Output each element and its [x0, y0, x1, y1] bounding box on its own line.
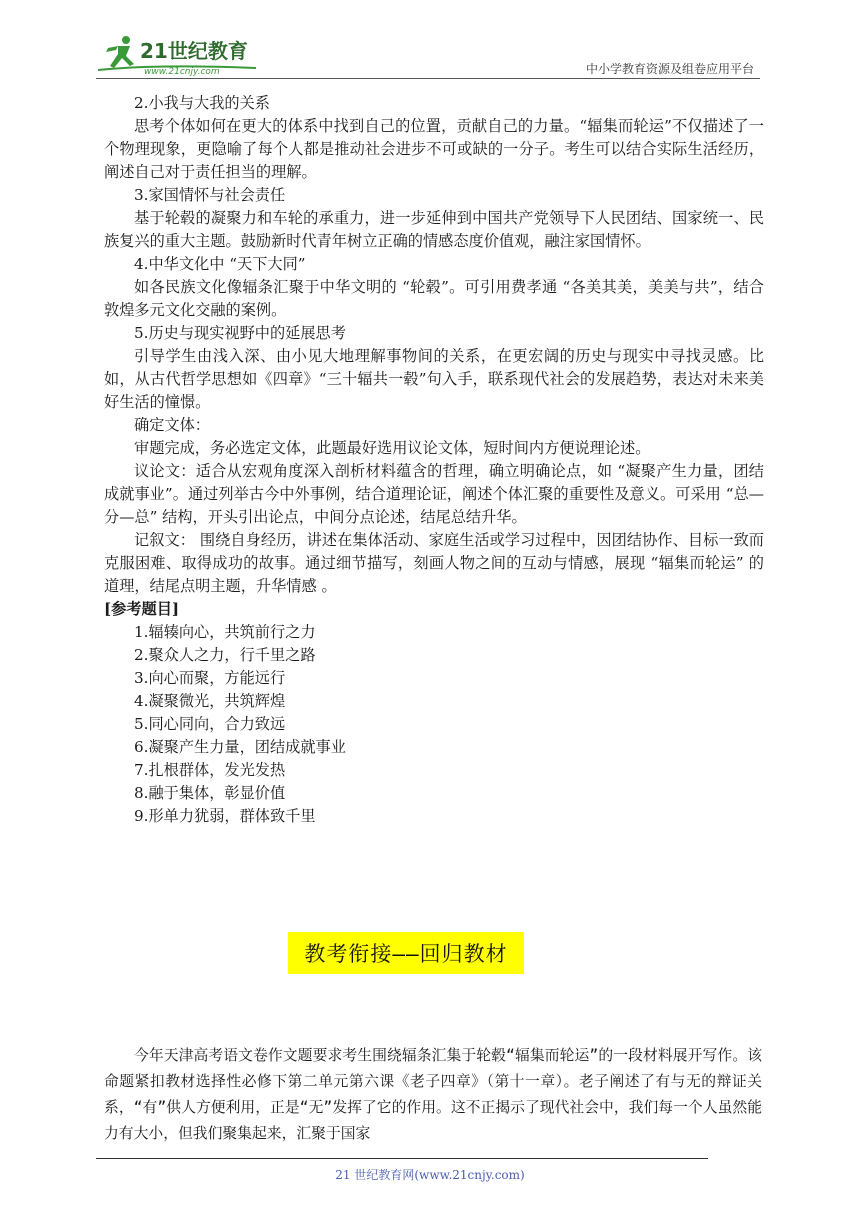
paragraph: 记叙文： 围绕自身经历，讲述在集体活动、家庭生活或学习过程中，因团结协作、目标一致而克服困难、取得成功的故事。通过细节描写，刻画人物之间的互动与情感，展现 “辐集而轮运” 的道理，结尾点明主题，升华情感 。: [104, 531, 764, 595]
runner-icon: [106, 36, 134, 68]
footer-divider: [96, 1158, 708, 1159]
paragraph: 思考个体如何在更大的体系中找到自己的位置，贡献自己的力量。“辐集而轮运”不仅描述了一个物理现象，更隐喻了每个人都是推动社会进步不可或缺的一分子。考生可以结合实际生活经历，阐述自己对于责任担当的理解。: [104, 117, 764, 181]
header-divider: [96, 78, 760, 79]
paragraph: 如各民族文化像辐条汇聚于中华文明的 “轮毂”。可引用费孝通 “各美其美，美美与共”，结合敦煌多元文化交融的案例。: [104, 278, 764, 319]
list-item: 7.扎根群体，发光发热: [134, 761, 286, 779]
section-heading: 确定文体：: [134, 416, 210, 434]
list-item: 8.融于集体，彰显价值: [134, 784, 286, 802]
document-body: [104, 92, 764, 828]
textbook-link-section: [104, 1043, 762, 1147]
list-item: 2.聚众人之力，行千里之路: [134, 646, 316, 664]
paragraph: 基于轮毂的凝聚力和车轮的承重力，进一步延伸到中国共产党领导下人民团结、国家统一、民族复兴的重大主题。鼓励新时代青年树立正确的情感态度价值观，融注家国情怀。: [104, 209, 764, 250]
list-item: 4.凝聚微光，共筑辉煌: [134, 692, 286, 710]
list-item: 9.形单力犹弱，群体致千里: [134, 807, 316, 825]
svg-text:www.21cnjy.com: www.21cnjy.com: [144, 67, 220, 76]
list-item: 1.辐辏向心，共筑前行之力: [134, 623, 316, 641]
paragraph: 今年天津高考语文卷作文题要求考生围绕辐条汇集于轮毂“辐集而轮运”的一段材料展开写作。该命题紧扣教材选择性必修下第二单元第六课《老子四章》（第十一章）。老子阐述了有与无的辩证关系，“有”供人方便利用，正是“无”发挥了它的作用。这不正揭示了现代社会中，我们每一个人虽然能力有大小，但我们聚集起来，汇聚于国家: [104, 1047, 762, 1142]
paragraph: 议论文：适合从宏观角度深入剖析材料蕴含的哲理，确立明确论点，如 “凝聚产生力量，团结成就事业”。通过列举古今中外事例，结合道理论证，阐述个体汇聚的重要性及意义。可采用 “总—分—总” 结构，开头引出论点，中间分点论述，结尾总结升华。: [104, 462, 764, 526]
section-heading: 5.历史与现实视野中的延展思考: [134, 324, 346, 342]
section-banner: 教考衔接——回归教材: [288, 932, 524, 974]
logo: [96, 34, 266, 76]
paragraph: 引导学生由浅入深、由小见大地理解事物间的关系，在更宏阔的历史与现实中寻找灵感。比如，从古代哲学思想如《四章》“三十辐共一毂”句入手，联系现代社会的发展趋势，表达对未来美好生活的憧憬。: [104, 347, 764, 411]
section-heading: 3.家国情怀与社会责任: [134, 186, 286, 204]
reference-titles-heading: [参考题目]: [104, 600, 180, 618]
header-platform-text: 中小学教育资源及组卷应用平台: [585, 62, 754, 76]
list-item: 6.凝聚产生力量，团结成就事业: [134, 738, 346, 756]
page-header: [96, 30, 760, 80]
list-item: 3.向心而聚，方能远行: [134, 669, 286, 687]
svg-text:21世纪教育: 21世纪教育: [140, 39, 248, 63]
list-item: 5.同心同向，合力致远: [134, 715, 286, 733]
section-heading: 2.小我与大我的关系: [134, 94, 270, 112]
page-footer: 21 世纪教育网(www.21cnjy.com): [335, 1168, 525, 1182]
reference-titles-list: [104, 621, 764, 828]
section-heading: 4.中华文化中 “天下大同”: [134, 255, 306, 273]
paragraph: 审题完成，务必选定文体，此题最好选用议论文体，短时间内方便说理论述。: [134, 439, 651, 457]
